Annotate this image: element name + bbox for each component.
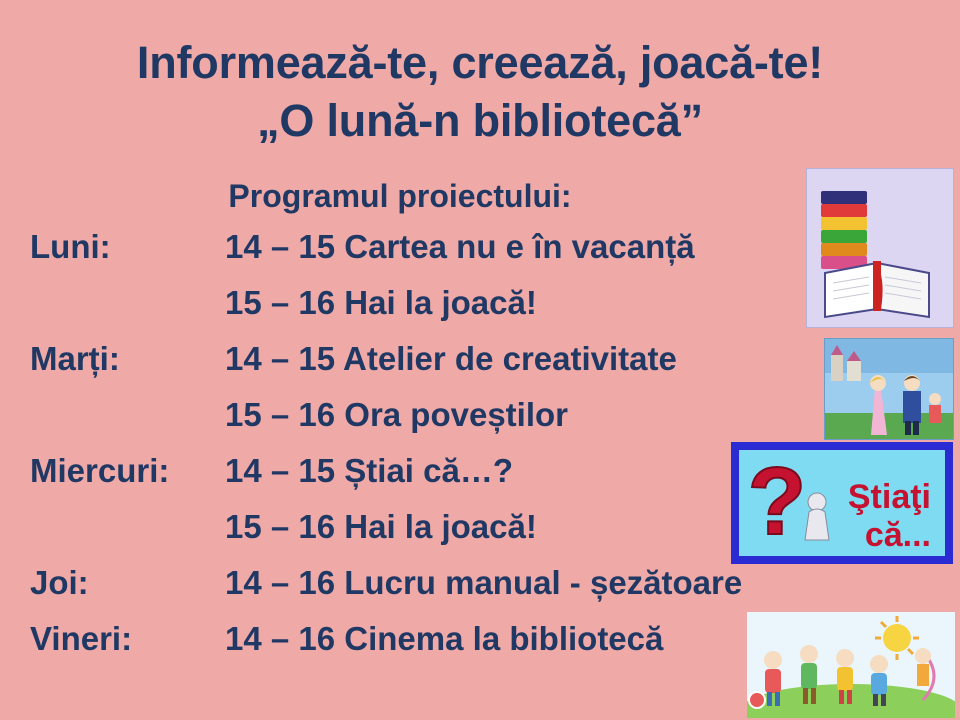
did-you-know-question-mark-image bbox=[731, 442, 953, 564]
schedule-day: Miercuri: bbox=[30, 452, 170, 489]
page-title bbox=[0, 34, 960, 149]
list-item bbox=[30, 396, 820, 452]
stiatica-line-2: că... bbox=[864, 516, 931, 554]
list-item bbox=[30, 284, 820, 340]
schedule-entry: 14 – 16 Lucru manual - șezătoare bbox=[225, 564, 743, 601]
list-item bbox=[30, 228, 820, 284]
schedule-entry: 14 – 15 Cartea nu e în vacanță bbox=[225, 228, 695, 265]
open-book-with-stacked-books-image bbox=[806, 168, 954, 328]
schedule-day: Vineri: bbox=[30, 620, 133, 657]
list-item bbox=[30, 620, 820, 676]
subtitle: Programul proiectului: bbox=[228, 178, 572, 214]
schedule-entry: 14 – 15 Știai că…? bbox=[225, 452, 513, 489]
schedule-entry: 15 – 16 Ora poveștilor bbox=[225, 396, 569, 433]
title-line-2: „O lună-n bibliotecă” bbox=[257, 94, 703, 146]
list-item bbox=[30, 564, 820, 620]
children-playing-outdoors-image bbox=[747, 612, 955, 718]
schedule-entry: 14 – 16 Cinema la bibliotecă bbox=[225, 620, 664, 657]
list-item bbox=[30, 508, 820, 564]
schedule-list bbox=[30, 228, 820, 676]
schedule-entry: 14 – 15 Atelier de creativitate bbox=[225, 340, 677, 377]
list-item bbox=[30, 340, 820, 396]
schedule-entry: 15 – 16 Hai la joacă! bbox=[225, 508, 537, 545]
title-line-1: Informează-te, creează, joacă-te! bbox=[136, 37, 824, 88]
schedule-day: Joi: bbox=[30, 564, 89, 601]
fairytale-prince-and-princess-image bbox=[824, 338, 954, 440]
schedule-day: Luni: bbox=[30, 228, 111, 265]
list-item bbox=[30, 452, 820, 508]
schedule-entry: 15 – 16 Hai la joacă! bbox=[225, 284, 537, 321]
schedule-day: Marți: bbox=[30, 340, 120, 377]
stiatica-line-1: Ştiaţi bbox=[847, 478, 931, 516]
svg-text:?: ? bbox=[747, 448, 807, 555]
